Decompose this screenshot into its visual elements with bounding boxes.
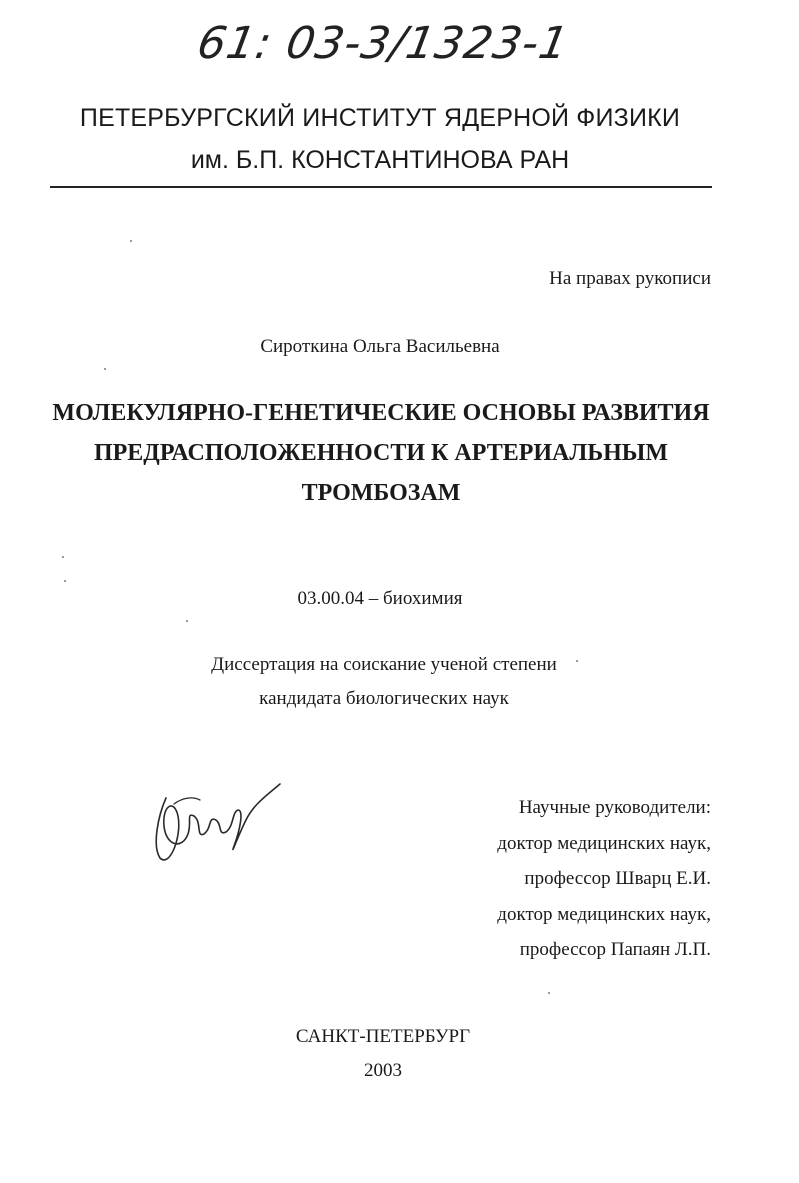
dissertation-degree-line-2: кандидата биологических наук [259, 688, 509, 709]
scan-speck [548, 992, 550, 994]
scan-speck [576, 660, 578, 662]
scientific-advisors [497, 790, 711, 968]
archive-code-handwritten: 61: 03-3/1323-1 [193, 18, 573, 69]
thesis-title-line-2: ПРЕДРАСПОЛОЖЕННОСТИ К АРТЕРИАЛЬНЫМ [93, 440, 669, 466]
author-name: Сироткина Ольга Васильевна [260, 336, 500, 357]
manuscript-rights: На правах рукописи [549, 268, 711, 289]
scan-speck [130, 240, 132, 242]
advisor-name-2: профессор Папаян Л.П. [519, 939, 711, 960]
scan-speck [186, 620, 188, 622]
year: 2003 [364, 1060, 402, 1081]
advisor-degree-1: доктор медицинских наук, [497, 832, 711, 854]
specialty-code: 03.00.04 – биохимия [297, 588, 463, 609]
institute-name: ПЕТЕРБУРГСКИЙ ИНСТИТУТ ЯДЕРНОЙ ФИЗИКИ [79, 104, 681, 132]
dissertation-degree-line-1: Диссертация на соискание ученой степени [211, 654, 557, 675]
institute-subname: им. Б.П. КОНСТАНТИНОВА РАН [190, 146, 570, 174]
advisor-degree-2: доктор медицинских наук, [497, 903, 711, 925]
advisor-name-1: профессор Шварц Е.И. [524, 868, 711, 889]
scan-speck [62, 556, 64, 558]
header-rule [50, 186, 712, 188]
city: САНКТ-ПЕТЕРБУРГ [295, 1026, 471, 1047]
thesis-title-line-1: МОЛЕКУЛЯРНО-ГЕНЕТИЧЕСКИЕ ОСНОВЫ РАЗВИТИЯ [52, 400, 710, 426]
thesis-title-line-3: ТРОМБОЗАМ [301, 480, 461, 506]
advisors-heading: Научные руководители: [518, 797, 711, 818]
scan-speck [64, 580, 66, 582]
signature-icon [148, 776, 288, 866]
scan-speck [104, 368, 106, 370]
